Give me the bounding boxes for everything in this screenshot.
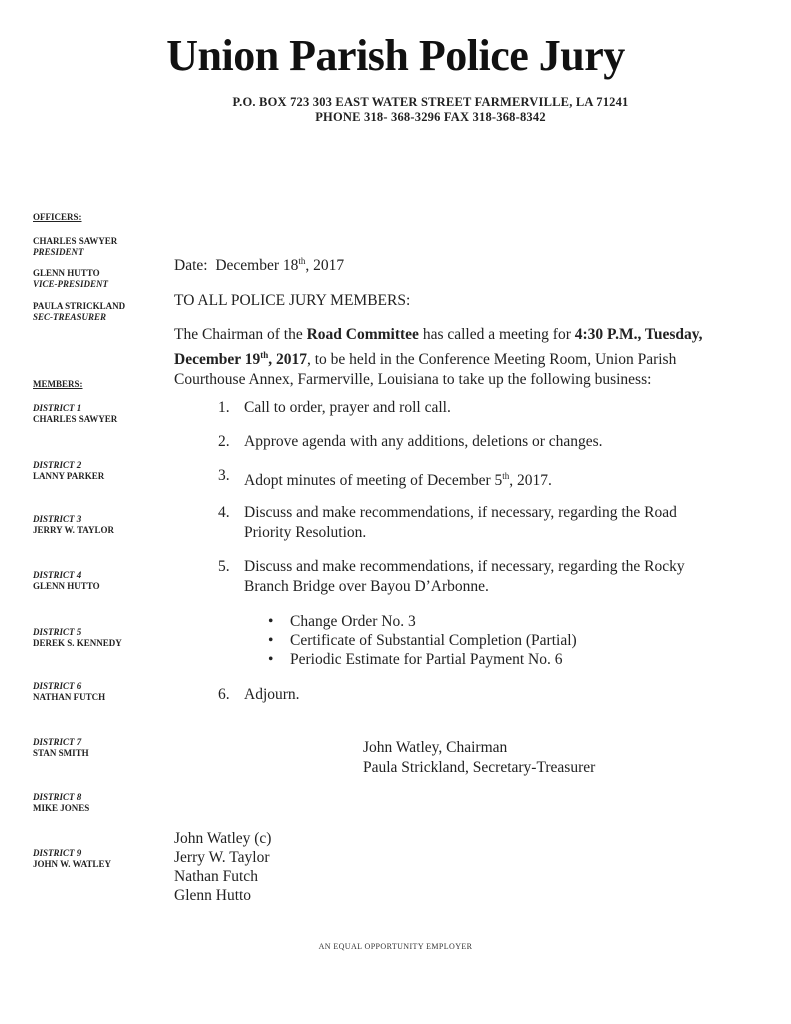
officers-heading: OFFICERS: (33, 212, 82, 222)
member-entry: DISTRICT 4 GLENN HUTTO (33, 570, 100, 591)
signature-line: John Watley, Chairman (363, 739, 508, 756)
footer-note: AN EQUAL OPPORTUNITY EMPLOYER (318, 942, 473, 951)
cc-name: Jerry W. Taylor (174, 849, 270, 866)
member-entry: DISTRICT 6 NATHAN FUTCH (33, 681, 106, 702)
member-entry: DISTRICT 2 LANNY PARKER (33, 460, 105, 481)
agenda-item: 4. Discuss and make recommendations, if necessary, regarding the Road Priority Resolution. (218, 504, 677, 541)
sub-bullet: • Periodic Estimate for Partial Payment No. 6 (268, 651, 563, 668)
members-heading: MEMBERS: (33, 379, 83, 389)
officer-entry: PAULA STRICKLAND SEC-TREASURER (33, 301, 126, 322)
bullet-icon: • (268, 632, 274, 649)
member-entry: DISTRICT 3 JERRY W. TAYLOR (33, 514, 114, 535)
bullet-icon: • (268, 651, 274, 668)
agenda-item: 3. Adopt minutes of meeting of December 5th, 2017. (218, 467, 552, 490)
agenda-item: 2. Approve agenda with any additions, deletions or changes. (218, 433, 603, 450)
bullet-icon: • (268, 613, 274, 630)
officer-entry: CHARLES SAWYER PRESIDENT (33, 236, 118, 257)
letter-date: Date: December 18th, 2017 (174, 256, 345, 275)
member-entry: DISTRICT 7 STAN SMITH (33, 737, 89, 758)
member-entry: DISTRICT 8 MIKE JONES (33, 792, 90, 813)
meeting-paragraph: The Chairman of the Road Committee has called a meeting for 4:30 P.M., Tuesday, December 19th, 2017, to be held in the Conference Meeting Room, Union Parish Courthouse Annex, Farmerville, Louisiana to take up the following business: (174, 326, 703, 389)
member-entry: DISTRICT 9 JOHN W. WATLEY (33, 848, 111, 869)
agenda-item: 1. Call to order, prayer and roll call. (218, 399, 451, 416)
sub-bullet: • Change Order No. 3 (268, 613, 416, 630)
agenda-item: 6. Adjourn. (218, 686, 300, 703)
member-entry: DISTRICT 5 DEREK S. KENNEDY (33, 627, 122, 648)
salutation: TO ALL POLICE JURY MEMBERS: (174, 292, 411, 309)
address-line: P.O. BOX 723 303 EAST WATER STREET FARMERVILLE, LA 71241 (232, 95, 629, 109)
sub-bullet: • Certificate of Substantial Completion (Partial) (268, 632, 577, 649)
officer-entry: GLENN HUTTO VICE-PRESIDENT (33, 268, 109, 289)
member-entry: DISTRICT 1 CHARLES SAWYER (33, 403, 118, 424)
cc-name: John Watley (c) (174, 830, 272, 847)
phone-fax-line: PHONE 318- 368-3296 FAX 318-368-8342 (315, 110, 546, 124)
cc-name: Nathan Futch (174, 868, 258, 885)
cc-name: Glenn Hutto (174, 887, 252, 904)
letterhead-title: Union Parish Police Jury (166, 31, 625, 80)
signature-line: Paula Strickland, Secretary-Treasurer (363, 759, 596, 776)
agenda-item: 5. Discuss and make recommendations, if necessary, regarding the Rocky Branch Bridge over Bayou D’Arbonne. (218, 558, 685, 595)
